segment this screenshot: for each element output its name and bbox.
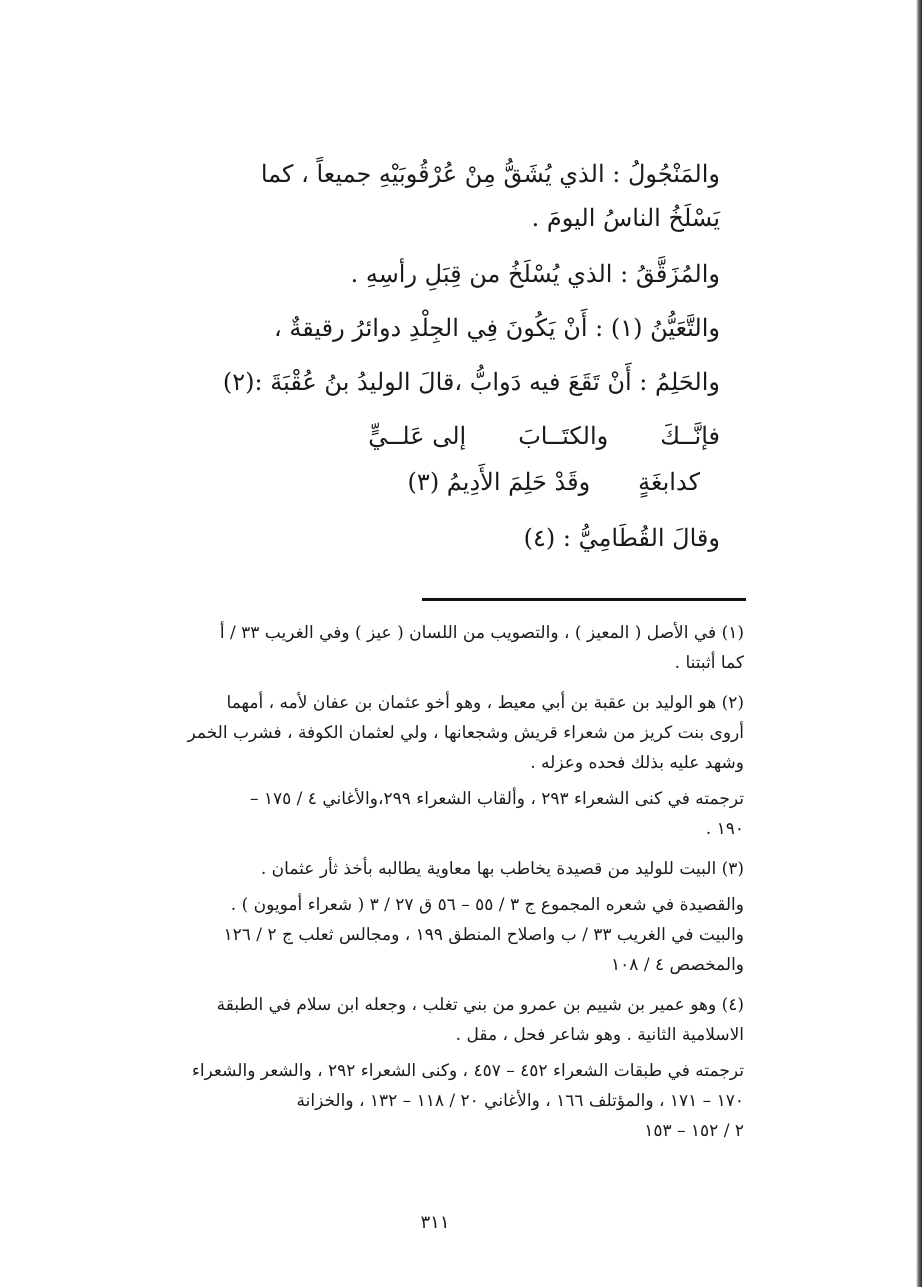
main-line-8: وقالَ القُطَامِيُّ : (٤)	[523, 524, 720, 552]
main-text	[120, 160, 720, 552]
verse1-word-3: إلى عَلــيٍّ	[368, 422, 467, 450]
footnote-3-line-3: والبيت في الغريب ٣٣ / ب واصلاح المنطق ١٩٩ ، ومجالس ثعلب ج ٢ / ١٢٦	[223, 925, 744, 945]
main-line-3: والمُزَقَّقُ : الذي يُسْلَخُ من قِبَلِ رأسِهِ .	[350, 260, 720, 288]
footnote-4-line-1: (٤) وهو عمير بن شييم بن عمرو من بني تغلب ، وجعله ابن سلام في الطبقة	[216, 995, 744, 1015]
footnote-2-line-5: ١٩٠ .	[705, 819, 744, 839]
verse2-word-1: كدابغَةٍ	[638, 468, 700, 496]
footnote-4-line-3: ترجمته في طبقات الشعراء ٤٥٢ – ٤٥٧ ، وكنى الشعراء ٢٩٢ ، والشعر والشعراء	[191, 1061, 744, 1081]
verse-second-hemistich	[120, 468, 720, 496]
footnote-divider	[422, 598, 746, 601]
footnote-1-line-2: كما أثبتنا .	[674, 653, 744, 673]
verse2-word-2: وقَدْ حَلِمَ الأَدِيمُ (٣)	[407, 468, 591, 496]
footnote-2-line-2: أروى بنت كريز من شعراء قريش وشجعانها ، ولي لعثمان الكوفة ، فشرب الخمر	[187, 723, 744, 743]
main-line-5: والحَلِمُ : أَنْ تَقَعَ فيه دَوابُّ ،قالَ الوليدُ بنُ عُقْبَةَ :(٢)	[222, 368, 720, 396]
footnote-4-line-2: الاسلامية الثانية . وهو شاعر فحل ، مقل .	[455, 1025, 744, 1045]
page-number: ٣١١	[420, 1212, 450, 1233]
footnote-2-line-4: ترجمته في كنى الشعراء ٢٩٣ ، وألقاب الشعراء ٢٩٩،والأغاني ٤ / ١٧٥ –	[249, 789, 744, 809]
footnote-4-line-4: ١٧٠ – ١٧١ ، والمؤتلف ١٦٦ ، والأغاني ٢٠ / ١١٨ – ١٣٢ ، والخزانة	[296, 1091, 744, 1111]
footnotes	[124, 618, 744, 1156]
footnote-4	[124, 990, 744, 1146]
verse-first-hemistich	[120, 422, 720, 450]
main-line-2: يَسْلَخُ الناسُ اليومَ .	[531, 204, 720, 232]
verse1-word-1: فإنَّــكَ	[660, 422, 720, 450]
footnote-4-line-5: ٢ / ١٥٢ – ١٥٣	[644, 1121, 744, 1141]
main-line-4: والتَّعَيُّنُ (١) : أَنْ يَكُونَ فِي الجِلْدِ دوائرُ رقيقةٌ ،	[274, 314, 720, 342]
scan-edge-shadow	[916, 0, 922, 1287]
footnote-2	[124, 688, 744, 844]
main-line-1: والمَنْجُولُ : الذي يُشَقُّ مِنْ عُرْقُوبَيْهِ جميعاً ، كما	[260, 160, 720, 188]
verse1-word-2: والكتَــابَ	[518, 422, 609, 450]
footnote-3-line-2: والقصيدة في شعره المجموع ج ٣ / ٥٥ – ٥٦ ق ٢٧ / ٣ ( شعراء أمويون ) .	[230, 895, 744, 915]
footnote-3-line-4: والمخصص ٤ / ١٠٨	[611, 955, 744, 975]
footnote-3-line-1: (٣) البيت للوليد من قصيدة يخاطب بها معاوية يطالبه بأخذ ثأر عثمان .	[260, 859, 744, 879]
footnote-1-line-1: (١) في الأصل ( المعيز ) ، والتصويب من اللسان ( عيز ) وفي الغريب ٣٣ / أ	[219, 623, 744, 643]
footnote-2-line-3: وشهد عليه بذلك فحده وعزله .	[530, 753, 744, 773]
footnote-2-line-1: (٢) هو الوليد بن عقبة بن أبي معيط ، وهو أخو عثمان بن عفان لأمه ، أمهما	[226, 693, 744, 713]
footnote-1	[124, 618, 744, 678]
footnote-3	[124, 854, 744, 980]
